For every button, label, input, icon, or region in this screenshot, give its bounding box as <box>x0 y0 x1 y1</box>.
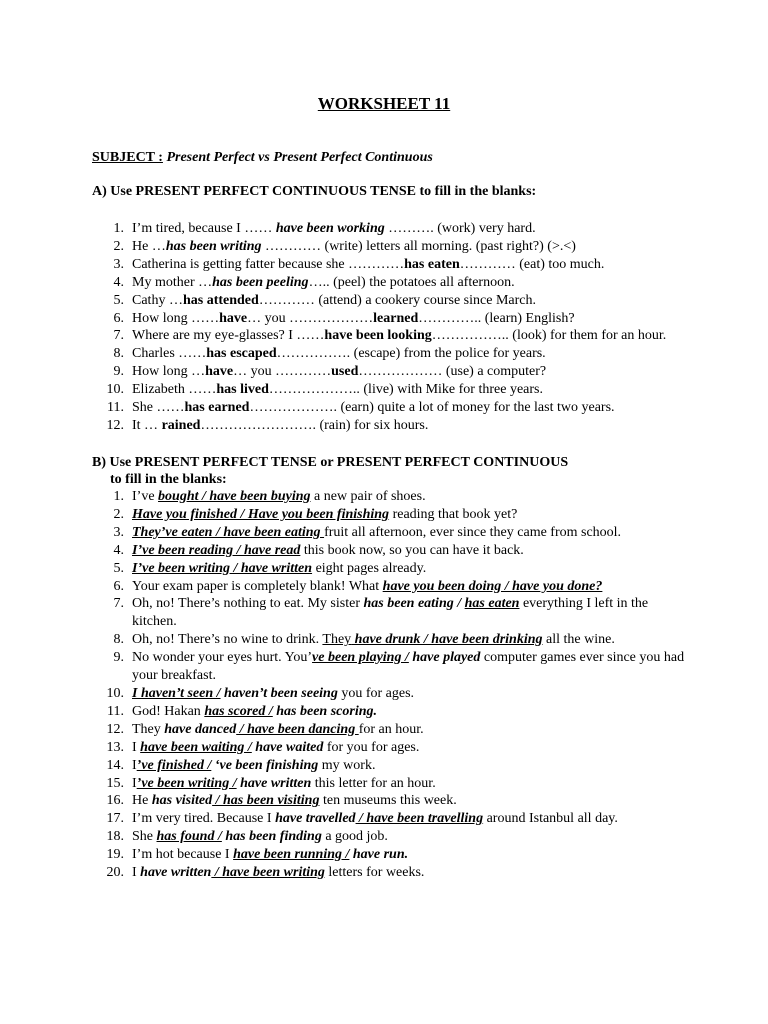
subject-line <box>92 150 433 166</box>
sentence-text: Cathy … <box>132 292 183 308</box>
item-number: 1. <box>113 489 124 504</box>
sentence-text: ….. (peel) the potatoes all afternoon. <box>308 274 515 290</box>
sentence-text: for you for ages. <box>323 739 420 755</box>
answer-text: learned <box>373 310 419 326</box>
subject-label: SUBJECT : <box>92 150 163 165</box>
answer-text: have <box>219 310 248 326</box>
item-number: 4. <box>113 274 124 290</box>
sentence-text: ……………….. (live) with Mike for three years. <box>268 382 543 398</box>
item-number: 11. <box>107 703 124 719</box>
section-b-item-3 <box>92 524 692 542</box>
sentence-text: I <box>132 865 141 881</box>
item-number: 19. <box>106 847 124 863</box>
answer-text: has attended <box>182 292 259 308</box>
section-b-item-12 <box>92 721 692 739</box>
item-number: 9. <box>113 650 124 666</box>
answer-text: ‘ve been finishing <box>211 757 319 773</box>
section-b-item-13 <box>92 739 692 757</box>
answer-text: have been working <box>275 221 385 236</box>
sentence-text: ………… (eat) too much. <box>459 256 605 272</box>
sentence-text: … you ………… <box>233 364 332 380</box>
section-a-item-7 <box>92 327 692 345</box>
answer-text: bought / have been buying <box>158 489 311 504</box>
sentence-text: Charles …… <box>132 346 207 362</box>
section-a-item-9 <box>92 363 692 381</box>
answer-text: has escaped <box>206 346 277 362</box>
section-b-heading <box>92 454 568 488</box>
sentence-text: eight pages already. <box>312 560 427 576</box>
answer-text: They’ve eaten / have been eating <box>132 524 325 540</box>
sentence-text: She …… <box>132 400 185 416</box>
answer-text: have waited <box>251 739 324 755</box>
sentence-text: computer games ever since you had your breakfast. <box>132 650 685 684</box>
item-number: 17. <box>106 811 124 827</box>
sentence-text: reading that book yet? <box>389 506 518 522</box>
section-b-item-8 <box>92 631 692 649</box>
section-b-item-9 <box>92 649 692 685</box>
answer-text: has earned <box>184 400 250 416</box>
answer-text: / have been dancing <box>236 721 359 737</box>
sentence-text: you for ages. <box>337 685 415 701</box>
answer-text: rained <box>161 417 201 433</box>
section-b-list <box>92 488 692 882</box>
sentence-text: How long … <box>132 364 206 380</box>
sentence-text: I’m very tired. Because I <box>132 811 276 827</box>
sentence-text: everything I left in the kitchen. <box>132 596 649 630</box>
item-number: 5. <box>113 560 124 576</box>
section-b-item-4 <box>92 542 692 560</box>
sentence-text: Catherina is getting fatter because she ………… <box>132 256 405 272</box>
sentence-text: Your exam paper is completely blank! What <box>132 578 383 594</box>
item-number: 5. <box>113 292 124 308</box>
sentence-text: No wonder your eyes hurt. You’ <box>132 650 313 666</box>
item-number: 7. <box>113 596 124 612</box>
item-number: 12. <box>106 417 124 433</box>
section-b-item-7 <box>92 595 692 631</box>
section-a-item-3 <box>92 256 692 274</box>
answer-text: / have been travelling <box>355 811 484 827</box>
sentence-text: a new pair of shoes. <box>310 489 426 504</box>
answer-text: have written <box>236 775 312 791</box>
section-a-item-2 <box>92 238 692 256</box>
item-number: 7. <box>113 328 124 344</box>
answer-text: have <box>205 364 234 380</box>
answer-text: have danced <box>164 721 237 737</box>
sentence-text: around Istanbul all day. <box>483 811 618 827</box>
answer-text: has been scoring. <box>272 703 377 719</box>
item-number: 14. <box>106 757 124 773</box>
item-number: 20. <box>106 865 124 881</box>
answer-text: has been writing <box>165 238 262 254</box>
section-b-item-2 <box>92 506 692 524</box>
sentence-text: …………….. (look) for them for an hour. <box>431 328 667 344</box>
sentence-text: God! Hakan <box>132 703 205 719</box>
section-a-item-12 <box>92 417 692 435</box>
answer-text: haven’t been seeing <box>220 685 338 701</box>
item-number: 6. <box>113 310 124 326</box>
sentence-text: Where are my eye-glasses? I …… <box>132 328 325 344</box>
answer-text: have drunk / have been drinking <box>351 632 543 648</box>
item-number: 6. <box>113 578 124 594</box>
item-number: 11. <box>107 400 124 416</box>
sentence-text: for an hour. <box>358 721 424 737</box>
answer-text: have you been doing / have you done? <box>382 578 603 594</box>
sentence-text: I’m tired, because I …… <box>132 221 276 236</box>
answer-text: ’ve been writing / <box>136 775 237 791</box>
section-a-item-6 <box>92 310 692 328</box>
section-b-heading-line2: to fill in the blanks: <box>110 472 227 487</box>
answer-text: have been waiting / <box>140 739 252 755</box>
item-number: 9. <box>113 364 124 380</box>
sentence-text: She <box>132 829 157 845</box>
sentence-text: this book now, so you can have it back. <box>300 542 524 558</box>
item-number: 18. <box>106 829 124 845</box>
sentence-text: I <box>132 739 141 755</box>
sentence-text: I <box>132 775 137 791</box>
answer-text: has been peeling <box>212 274 309 290</box>
answer-text: has eaten <box>404 256 460 272</box>
sentence-text: It … <box>132 417 162 433</box>
item-number: 13. <box>106 739 124 755</box>
answer-text: have travelled <box>275 811 356 827</box>
answer-text: has lived <box>216 382 269 398</box>
sentence-text: … you ……………… <box>247 310 374 326</box>
item-number: 4. <box>113 542 124 558</box>
answer-text: I haven’t seen / <box>132 685 221 701</box>
sentence-text: I’m hot because I <box>132 847 234 863</box>
section-b-item-19 <box>92 846 692 864</box>
sentence-text: ………………. (earn) quite a lot of money for the last two years. <box>249 400 615 416</box>
sentence-text: ………. (work) very hard. <box>384 221 536 236</box>
sentence-text: My mother … <box>132 274 213 290</box>
section-a-list <box>92 220 692 435</box>
item-number: 2. <box>113 506 124 522</box>
sentence-text: ……………………. (rain) for six hours. <box>200 417 429 433</box>
answer-text: Have you finished / Have you been finishing <box>132 506 390 522</box>
answer-text: have played <box>408 650 481 666</box>
sentence-text: ……………… (use) a computer? <box>358 364 547 380</box>
section-b-item-15 <box>92 775 692 793</box>
section-a-item-5 <box>92 292 692 310</box>
answer-text: / have been writing <box>211 865 325 881</box>
section-a-item-1 <box>92 220 692 238</box>
section-b-item-16 <box>92 792 692 810</box>
section-b-item-14 <box>92 757 692 775</box>
answer-text: has eaten <box>464 596 520 612</box>
item-number: 8. <box>113 632 124 648</box>
item-number: 10. <box>106 382 124 398</box>
section-a-heading: A) Use PRESENT PERFECT CONTINUOUS TENSE to fill in the blanks: <box>92 184 537 199</box>
section-b-item-11 <box>92 703 692 721</box>
sentence-text: fruit all afternoon, ever since they came from school. <box>324 524 622 540</box>
item-number: 15. <box>106 775 124 791</box>
section-b-item-6 <box>92 578 692 596</box>
section-b-item-17 <box>92 810 692 828</box>
section-a-item-8 <box>92 345 692 363</box>
section-b-item-5 <box>92 560 692 578</box>
item-number: 1. <box>113 221 124 236</box>
section-a-item-4 <box>92 274 692 292</box>
answer-text: They <box>322 632 352 648</box>
answer-text: have been looking <box>324 328 432 344</box>
section-a-item-10 <box>92 381 692 399</box>
item-number: 8. <box>113 346 124 362</box>
answer-text: used <box>331 364 359 380</box>
sentence-text: How long …… <box>132 310 220 326</box>
sentence-text: ten museums this week. <box>319 793 457 809</box>
answer-text: has been eating / <box>363 596 465 612</box>
item-number: 10. <box>106 685 124 701</box>
answer-text: ’ve finished / <box>136 757 212 773</box>
item-number: 3. <box>113 256 124 272</box>
answer-text: I’ve been reading / have read <box>132 542 301 558</box>
section-b-item-10 <box>92 685 692 703</box>
sentence-text: Oh, no! There’s nothing to eat. My sister <box>132 596 364 612</box>
sentence-text: Elizabeth …… <box>132 382 217 398</box>
item-number: 2. <box>113 238 124 254</box>
section-b-heading-line1: B) Use PRESENT PERFECT TENSE or PRESENT PERFECT CONTINUOUS <box>92 455 569 470</box>
sentence-text: ………… (attend) a cookery course since March. <box>258 292 536 308</box>
sentence-text: a good job. <box>321 829 388 845</box>
answer-text: ve been playing / <box>312 650 409 666</box>
answer-text: has scored / <box>204 703 273 719</box>
section-b-item-18 <box>92 828 692 846</box>
sentence-text: all the wine. <box>542 632 615 648</box>
answer-text: has found / <box>156 829 222 845</box>
item-number: 3. <box>113 524 124 540</box>
sentence-text: I <box>132 757 137 773</box>
section-b-item-20 <box>92 864 692 882</box>
answer-text: / has been visiting <box>212 793 320 809</box>
sentence-text: They <box>132 721 165 737</box>
page-title: WORKSHEET 11 <box>317 94 451 113</box>
item-number: 12. <box>106 721 124 737</box>
sentence-text: Oh, no! There’s no wine to drink. <box>132 632 323 648</box>
answer-text: have written <box>140 865 212 881</box>
answer-text: have been running / <box>233 847 350 863</box>
item-number: 16. <box>106 793 124 809</box>
sentence-text: He … <box>132 238 166 254</box>
sentence-text: ………… (write) letters all morning. (past right?) (>.<) <box>261 238 576 254</box>
sentence-text: this letter for an hour. <box>311 775 436 791</box>
section-a-item-11 <box>92 399 692 417</box>
sentence-text: ………….. (learn) English? <box>418 310 575 326</box>
sentence-text: my work. <box>318 757 376 773</box>
subject-value: Present Perfect vs Present Perfect Continuous <box>166 150 433 165</box>
sentence-text: ……………. (escape) from the police for years. <box>276 346 546 362</box>
sentence-text: I’ve <box>132 489 159 504</box>
sentence-text: He <box>132 793 152 809</box>
answer-text: have run. <box>349 847 409 863</box>
answer-text: I’ve been writing / have written <box>132 560 313 576</box>
answer-text: has visited <box>151 793 213 809</box>
section-b-item-1 <box>92 488 692 506</box>
sentence-text: letters for weeks. <box>324 865 425 881</box>
answer-text: has been finding <box>221 829 322 845</box>
